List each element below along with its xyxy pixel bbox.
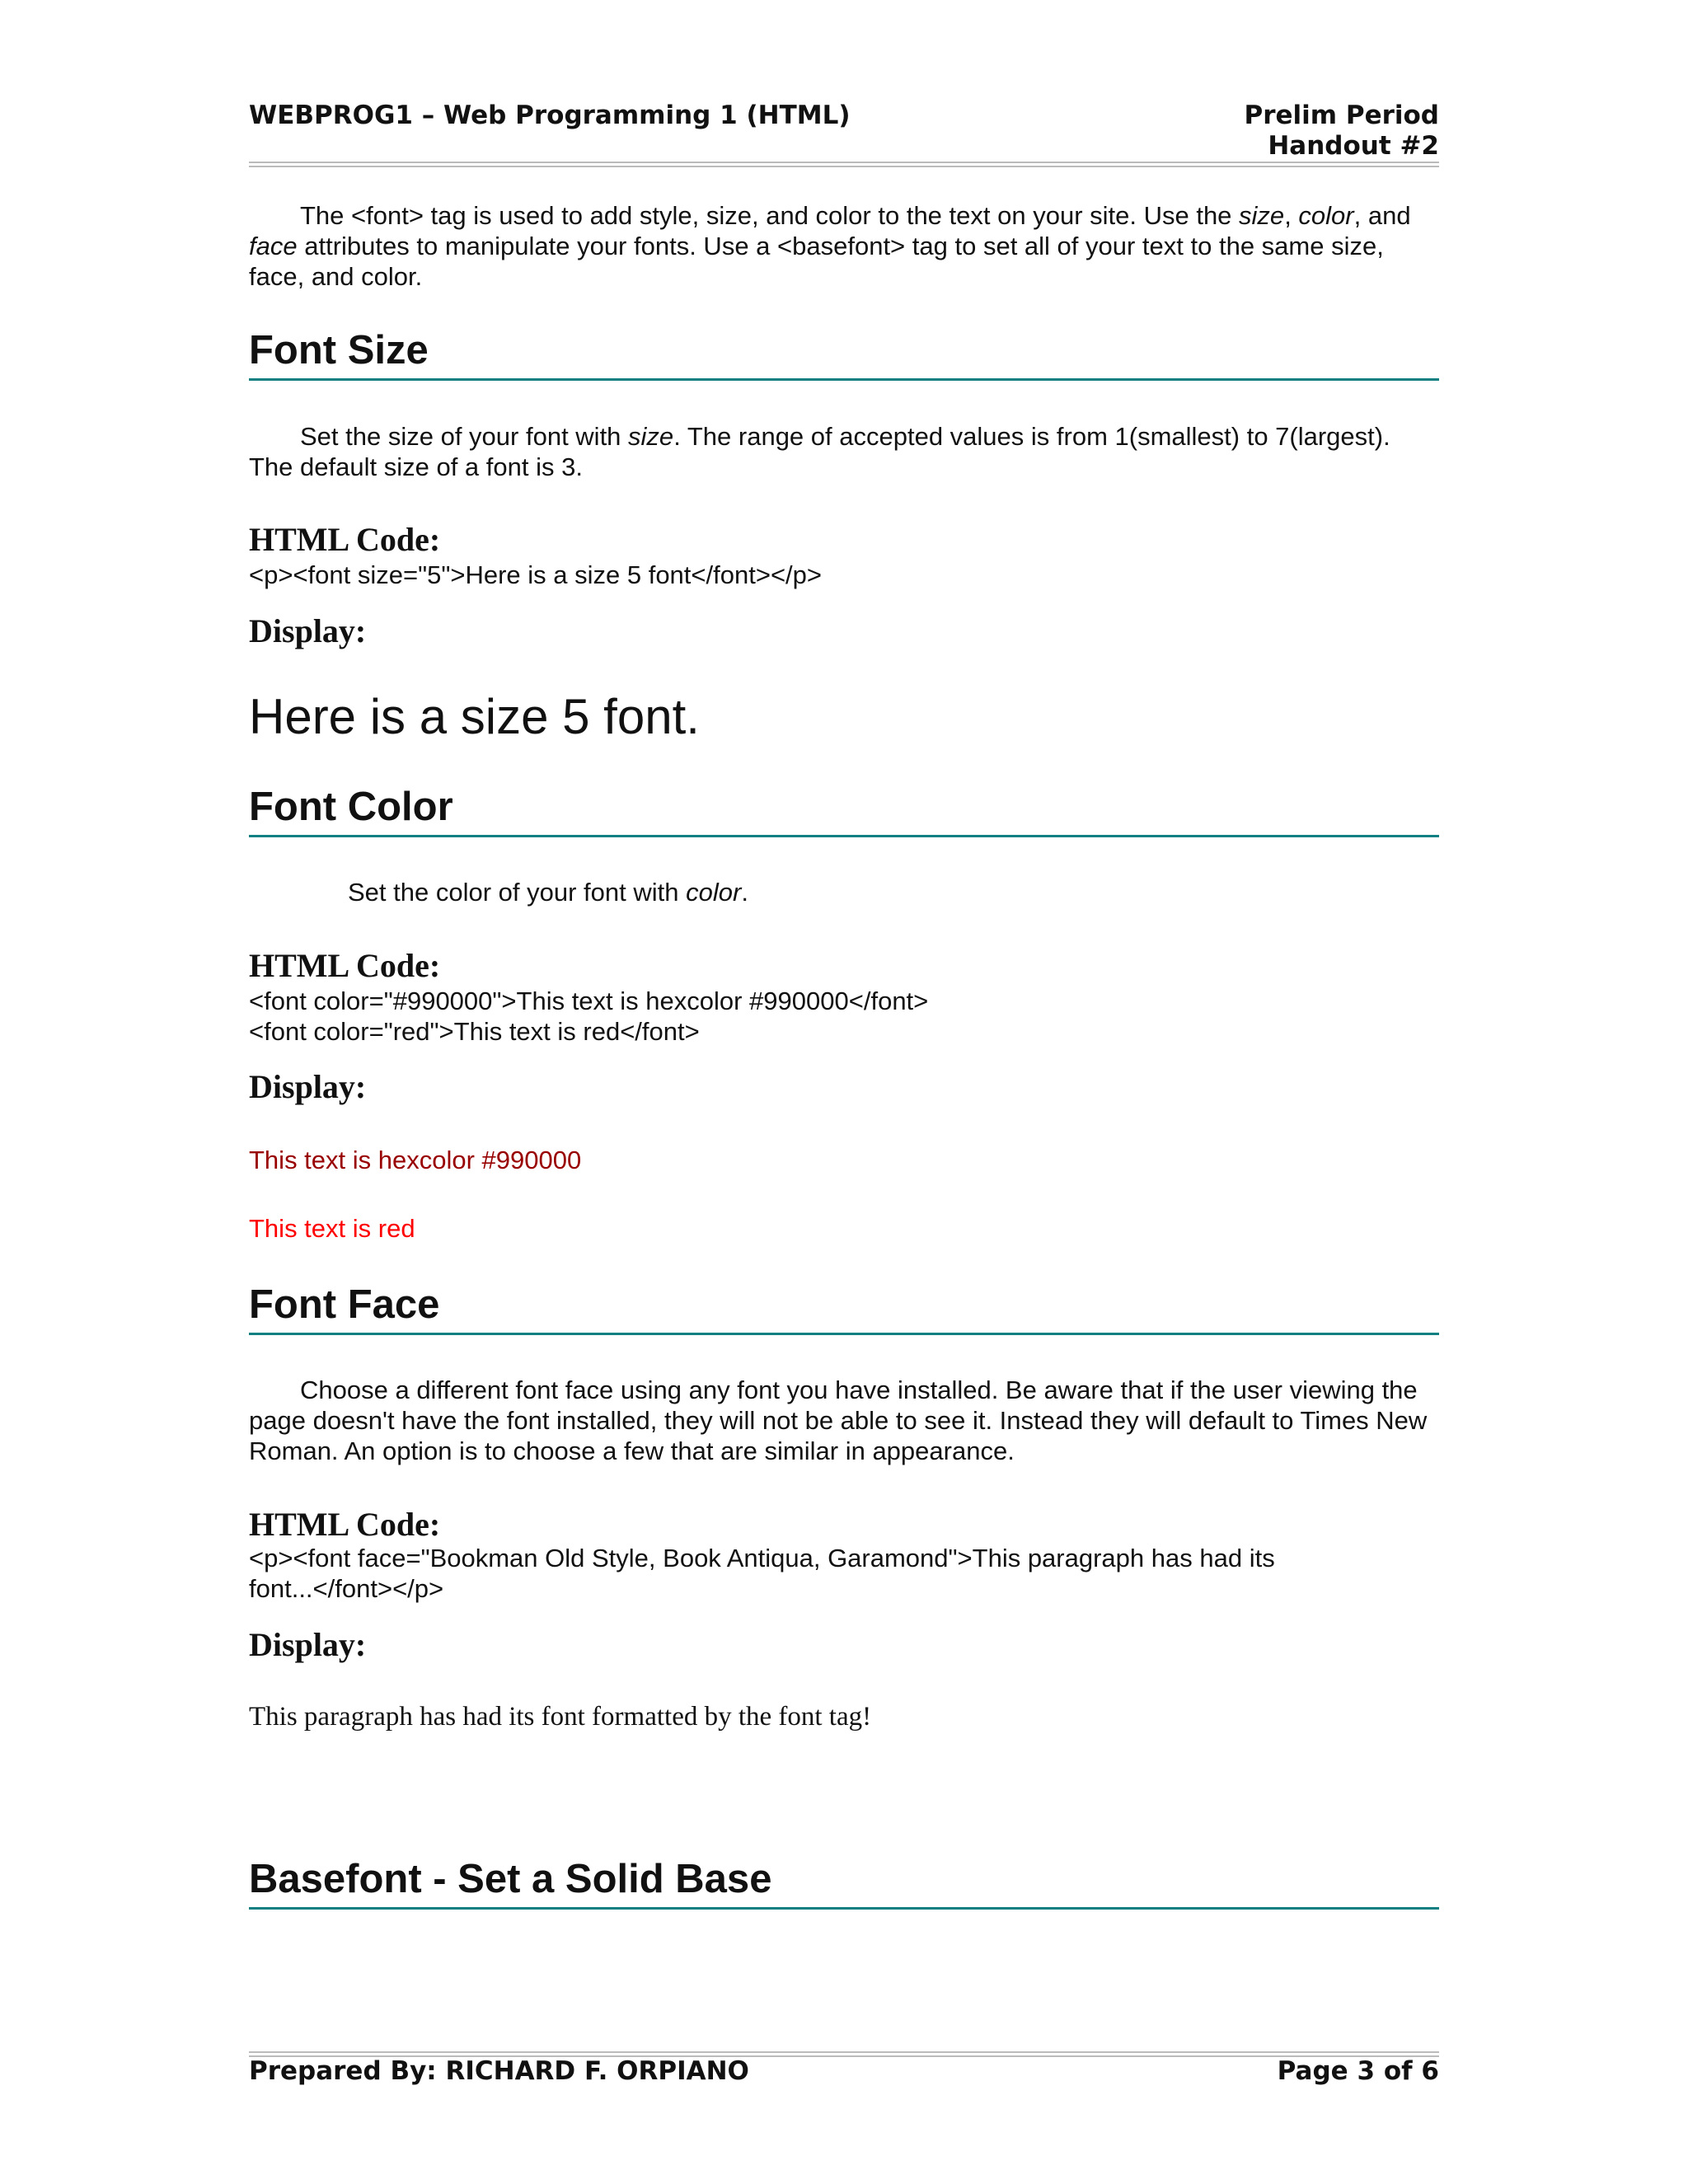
footer-page-number: Page 3 of 6 — [1277, 2056, 1439, 2086]
section-heading-basefont: Basefont - Set a Solid Base — [249, 1857, 772, 1901]
header-handout: Handout #2 — [1268, 131, 1439, 161]
font-color-code-line-1: <font color="#990000">This text is hexcolor #990000</font> — [249, 987, 929, 1015]
font-color-code-line-2: <font color="red">This text is red</font> — [249, 1017, 700, 1046]
font-size-code: <p><font size="5">Here is a size 5 font</font></p> — [249, 560, 823, 589]
font-face-code: <p><font face="Bookman Old Style, Book Antiqua, Garamond">This paragraph has had its font...</font></p> — [249, 1544, 1275, 1603]
font-color-display-hex: This text is hexcolor #990000 — [249, 1146, 582, 1174]
footer-author: Prepared By: RICHARD F. ORPIANO — [249, 2056, 749, 2086]
section-rule — [249, 835, 1439, 837]
header-divider — [249, 162, 1439, 167]
header-period: Prelim Period — [1244, 101, 1439, 130]
header-course-title: WEBPROG1 – Web Programming 1 (HTML) — [249, 101, 851, 130]
section-heading-font-color: Font Color — [249, 785, 453, 829]
font-size-display-sample: Here is a size 5 font. — [249, 689, 700, 744]
section-heading-font-face: Font Face — [249, 1282, 440, 1327]
font-size-display-label: Display: — [249, 612, 367, 649]
font-size-code-label: HTML Code: — [249, 521, 441, 558]
intro-paragraph: The <font> tag is used to add style, size, and color to the text on your site. Use the size, color, and face attributes to manipulate your fonts. Use a <basefont> tag to set all of your text to the same size, face, and color. — [249, 201, 1411, 291]
font-color-display-label: Display: — [249, 1068, 367, 1105]
font-face-paragraph: Choose a different font face using any font you have installed. Be aware that if the user viewing the page doesn't have the font installed, they will not be able to see it. Instead they will default to Times New Roman. An option is to choose a few that are similar in appearance. — [249, 1376, 1428, 1465]
font-color-code-label: HTML Code: — [249, 947, 441, 984]
section-rule — [249, 1907, 1439, 1910]
section-rule — [249, 1333, 1439, 1335]
font-face-display-sample: This paragraph has had its font formatted by the font tag! — [249, 1702, 872, 1732]
section-heading-font-size: Font Size — [249, 328, 429, 373]
font-size-paragraph: Set the size of your font with size. The range of accepted values is from 1(smallest) to 7(largest). The default size of a font is 3. — [249, 422, 1390, 481]
font-color-paragraph: Set the color of your font with color. — [348, 878, 748, 907]
font-face-display-label: Display: — [249, 1626, 367, 1663]
font-face-code-label: HTML Code: — [249, 1506, 441, 1543]
font-color-display-red: This text is red — [249, 1214, 415, 1243]
section-rule — [249, 378, 1439, 381]
